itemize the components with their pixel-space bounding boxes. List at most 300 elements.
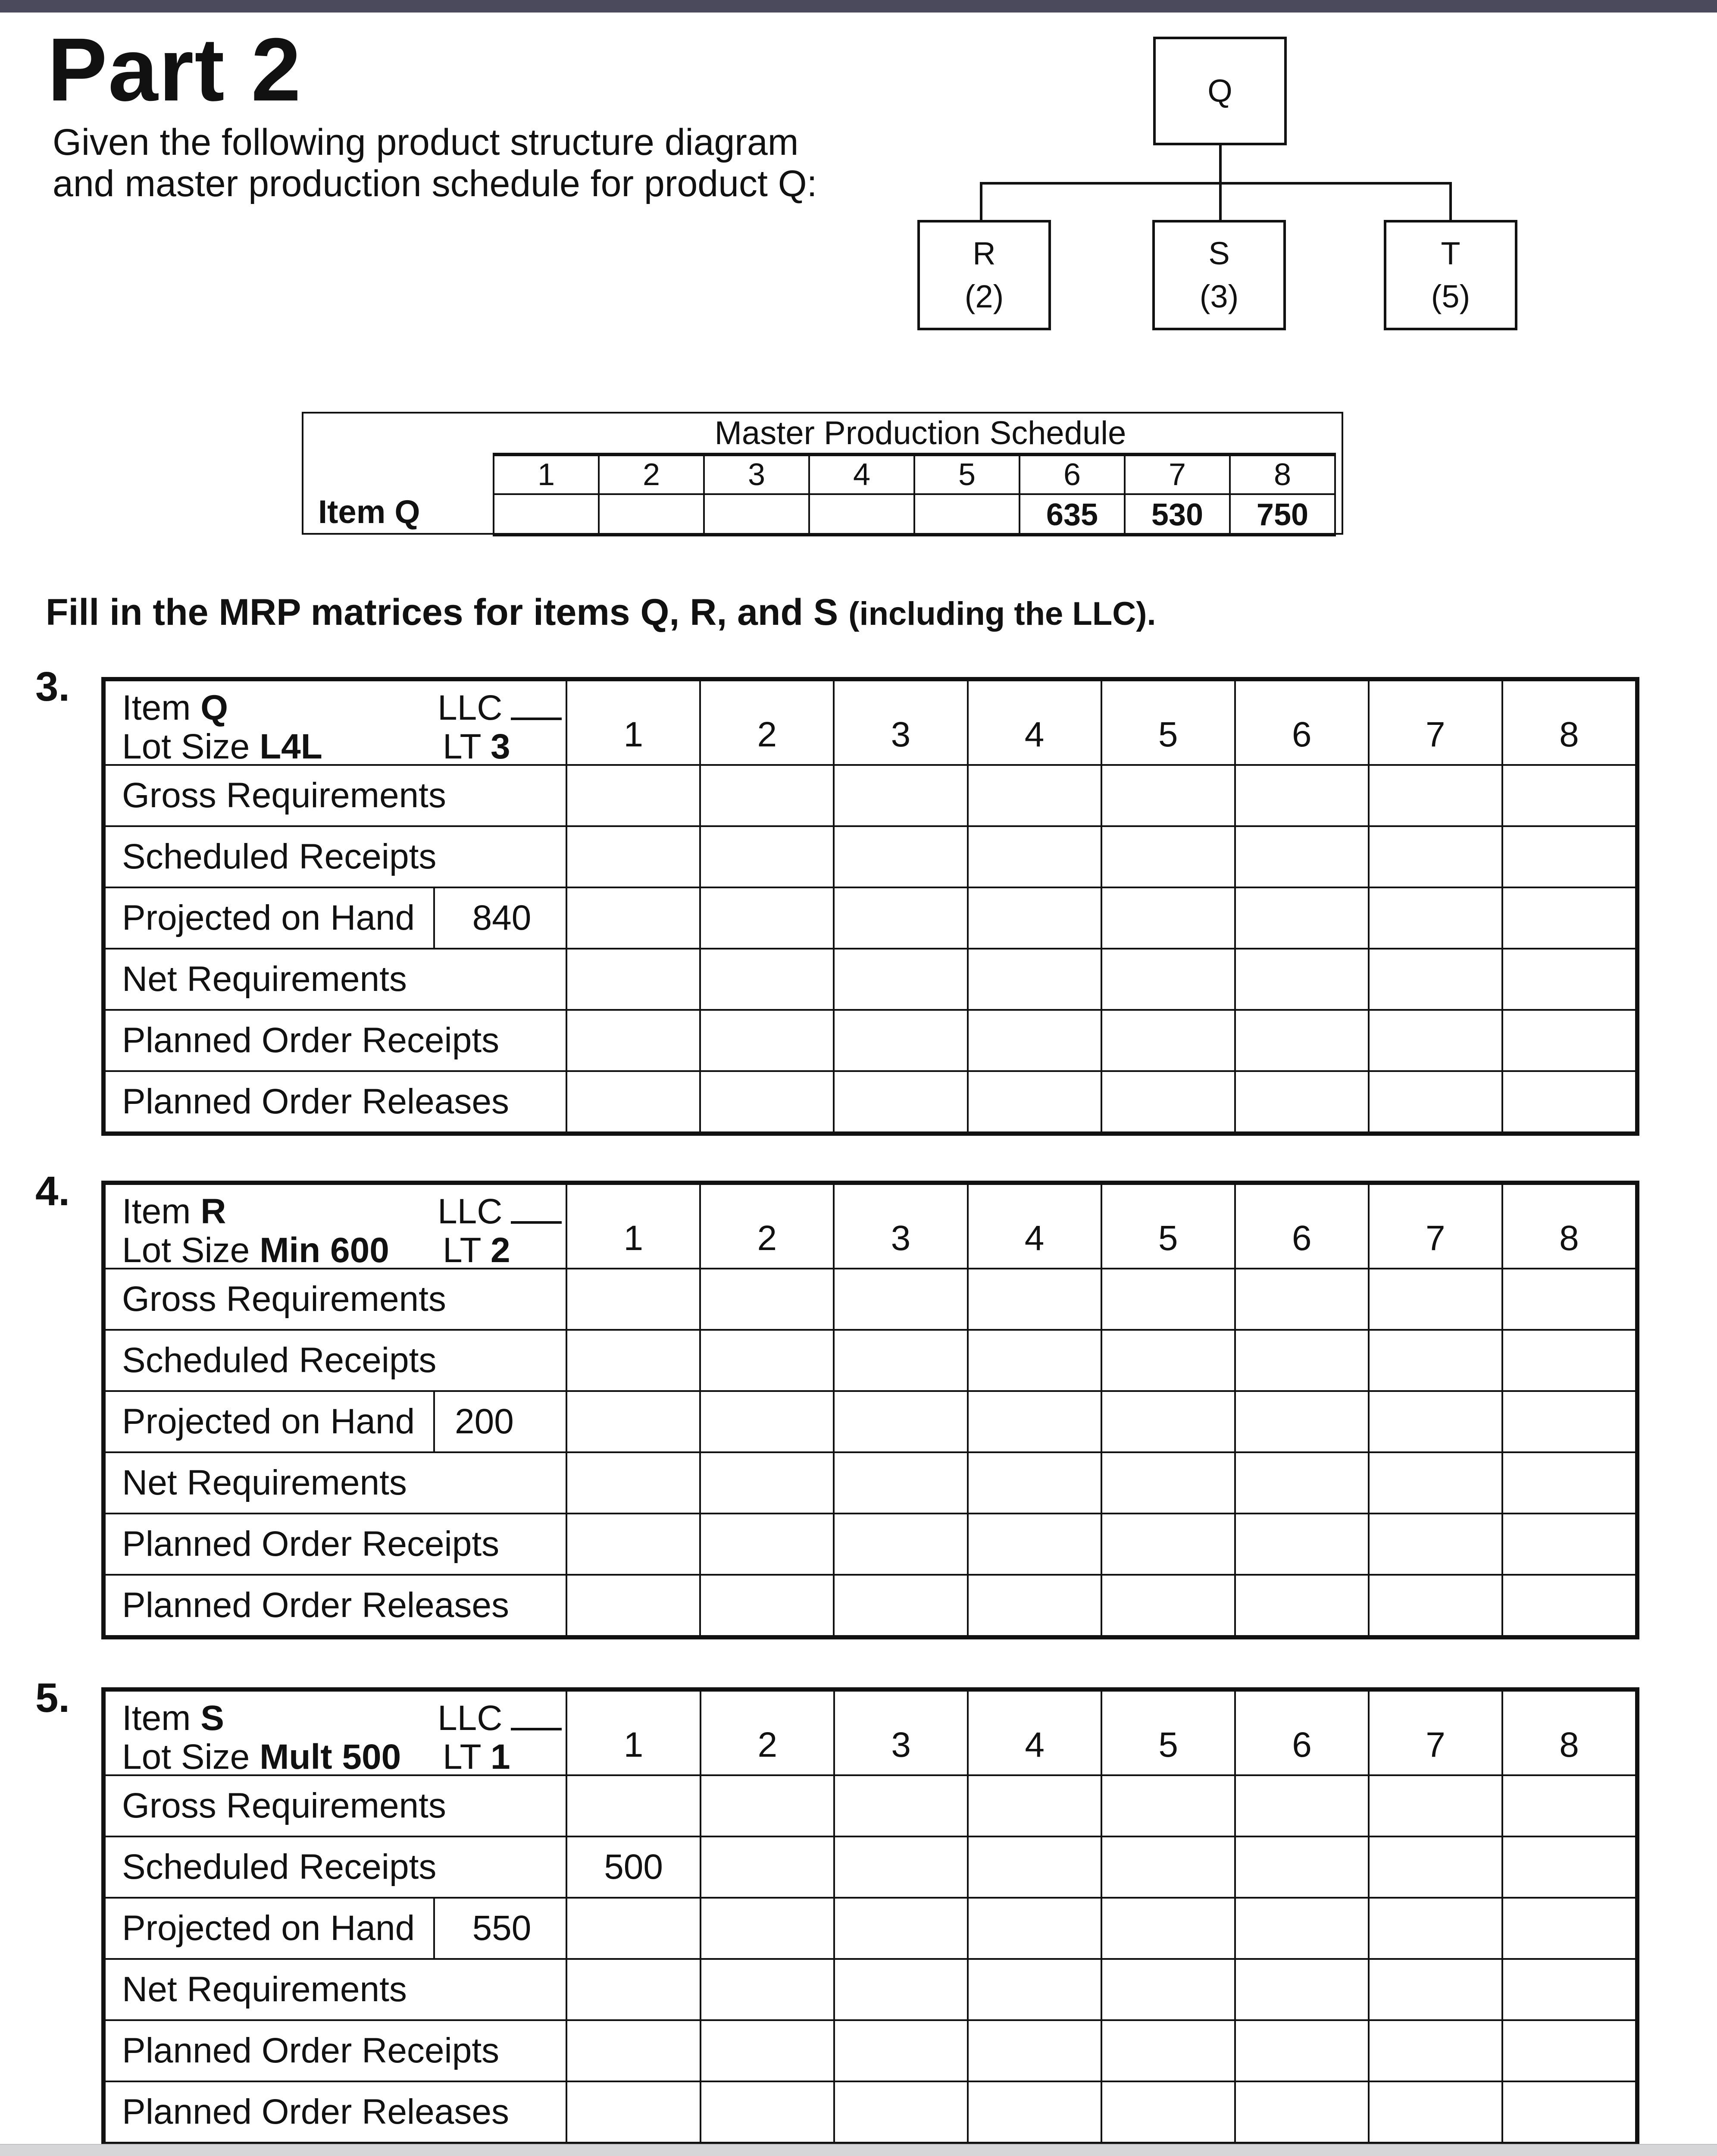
matrix-cell[interactable]	[834, 949, 967, 1010]
matrix-cell[interactable]	[1369, 1071, 1502, 1134]
matrix-cell[interactable]	[1369, 1836, 1502, 1898]
matrix-cell[interactable]	[566, 2020, 701, 2081]
matrix-cell[interactable]	[700, 887, 834, 949]
period-header: 5	[1101, 1183, 1235, 1269]
matrix-cell[interactable]	[834, 1330, 967, 1391]
item-name: Q	[200, 688, 228, 727]
mps-value	[914, 494, 1020, 536]
matrix-cell[interactable]	[1235, 1775, 1369, 1836]
mps-value: 635	[1020, 494, 1125, 536]
matrix-cell[interactable]	[1502, 1575, 1637, 1637]
item-label: Item	[122, 1698, 191, 1738]
matrix-cell[interactable]	[1369, 1391, 1502, 1452]
diagram-node-s	[1152, 220, 1286, 330]
matrix-cell[interactable]	[1369, 1452, 1502, 1514]
period-header: 8	[1502, 1183, 1637, 1269]
row-label: Planned Order Receipts	[103, 1514, 566, 1575]
matrix-cell[interactable]	[834, 1010, 967, 1071]
matrix-cell[interactable]	[1101, 2081, 1235, 2144]
mps-period: 1	[494, 454, 599, 494]
period-header: 1	[566, 1183, 700, 1269]
mrp-header-row	[103, 1183, 1637, 1269]
mrp-row-net	[103, 1959, 1637, 2020]
matrix-cell[interactable]	[968, 1959, 1101, 2020]
instruction-note: (including the LLC).	[848, 595, 1156, 632]
matrix-cell[interactable]	[968, 765, 1101, 826]
matrix-cell[interactable]	[566, 1010, 700, 1071]
matrix-cell[interactable]	[1235, 949, 1369, 1010]
matrix-cell[interactable]	[700, 949, 834, 1010]
matrix-cell[interactable]	[1235, 826, 1369, 887]
matrix-cell[interactable]	[968, 1514, 1101, 1575]
matrix-cell[interactable]	[1369, 1514, 1502, 1575]
lot-size-line	[122, 1230, 389, 1271]
lead-time-line	[443, 726, 510, 768]
row-label: Projected on Hand	[122, 1402, 415, 1441]
matrix-cell[interactable]	[1502, 1071, 1637, 1134]
matrix-cell[interactable]	[1502, 2020, 1637, 2081]
matrix-cell[interactable]	[566, 1514, 700, 1575]
mrp-row-gross	[103, 765, 1637, 826]
period-header: 2	[700, 679, 834, 765]
mrp-row-projected	[103, 1391, 1637, 1452]
matrix-cell[interactable]	[566, 1959, 701, 2020]
matrix-cell[interactable]	[1101, 2020, 1235, 2081]
period-header: 7	[1369, 1689, 1502, 1775]
row-label: Planned Order Receipts	[103, 2020, 566, 2081]
matrix-cell[interactable]	[1101, 1959, 1235, 2020]
matrix-cell[interactable]	[1502, 1775, 1637, 1836]
mrp-row-receipts	[103, 1514, 1637, 1575]
row-label: Net Requirements	[103, 949, 566, 1010]
row-label: Net Requirements	[103, 1452, 566, 1514]
matrix-cell[interactable]	[1502, 1452, 1637, 1514]
row-label-cell	[103, 1391, 566, 1452]
mrp-row-projected	[103, 887, 1637, 949]
llc-blank[interactable]	[511, 1221, 562, 1224]
page-title: Part 2	[47, 20, 302, 120]
llc-label: LLC	[438, 1192, 503, 1231]
row-label: Planned Order Receipts	[103, 1010, 566, 1071]
matrix-cell[interactable]	[1235, 1330, 1369, 1391]
lot-size-label: Lot Size	[122, 1737, 250, 1777]
row-label: Net Requirements	[103, 1959, 566, 2020]
diagram-connector	[1219, 145, 1222, 184]
lt-value: 3	[490, 727, 510, 766]
matrix-cell[interactable]	[968, 1010, 1101, 1071]
matrix-cell[interactable]	[1369, 2020, 1502, 2081]
mps-title: Master Production Schedule	[714, 415, 1126, 451]
row-label: Gross Requirements	[103, 765, 566, 826]
matrix-cell[interactable]	[566, 1452, 700, 1514]
matrix-cell[interactable]	[700, 826, 834, 887]
matrix-cell[interactable]	[1235, 1452, 1369, 1514]
mrp-row-releases	[103, 1575, 1637, 1637]
matrix-cell[interactable]	[1235, 1575, 1369, 1637]
period-header: 2	[700, 1183, 834, 1269]
matrix-cell[interactable]	[1101, 1514, 1235, 1575]
matrix-cell[interactable]	[968, 1452, 1101, 1514]
item-label: Item	[122, 1192, 191, 1231]
matrix-cell[interactable]	[1235, 887, 1369, 949]
matrix-cell[interactable]	[834, 1898, 968, 1959]
matrix-cell[interactable]	[1101, 1575, 1235, 1637]
period-header: 5	[1101, 679, 1235, 765]
node-quantity: (2)	[964, 279, 1004, 314]
matrix-cell[interactable]	[1369, 2081, 1502, 2144]
item-name: R	[200, 1192, 226, 1231]
matrix-cell[interactable]	[834, 1514, 967, 1575]
diagram-node-r	[917, 220, 1051, 330]
lead-time-line	[443, 1736, 510, 1778]
mps-period: 8	[1230, 454, 1335, 494]
diagram-connector	[980, 182, 1451, 185]
period-header: 8	[1502, 679, 1637, 765]
matrix-cell[interactable]	[1235, 1269, 1369, 1330]
on-hand-value: 550	[472, 1908, 532, 1948]
diagram-connector	[1449, 182, 1452, 222]
matrix-cell[interactable]	[1235, 2020, 1369, 2081]
matrix-cell[interactable]	[1502, 2081, 1637, 2144]
matrix-cell[interactable]	[968, 2020, 1101, 2081]
mrp-header-cell	[103, 1183, 566, 1269]
matrix-cell[interactable]	[700, 1010, 834, 1071]
matrix-cell[interactable]	[968, 1575, 1101, 1637]
matrix-cell[interactable]	[701, 1898, 834, 1959]
matrix-cell[interactable]	[1369, 887, 1502, 949]
matrix-cell[interactable]	[1235, 1010, 1369, 1071]
matrix-cell[interactable]	[700, 1071, 834, 1134]
matrix-cell[interactable]	[1235, 1959, 1369, 2020]
matrix-cell[interactable]	[566, 1330, 700, 1391]
lt-label: LT	[443, 727, 481, 766]
lot-size-label: Lot Size	[122, 1231, 250, 1270]
matrix-cell[interactable]	[968, 1775, 1101, 1836]
matrix-cell[interactable]	[566, 1775, 701, 1836]
matrix-cell[interactable]	[1235, 1071, 1369, 1134]
matrix-cell[interactable]	[1502, 1959, 1637, 2020]
matrix-cell[interactable]	[1101, 1836, 1235, 1898]
lot-size-label: Lot Size	[122, 727, 250, 766]
lt-label: LT	[443, 1737, 481, 1777]
matrix-cell[interactable]	[1101, 1330, 1235, 1391]
row-label: Planned Order Releases	[103, 1071, 566, 1134]
row-label: Projected on Hand	[122, 1908, 415, 1948]
llc-label: LLC	[438, 688, 503, 727]
diagram-connector	[1219, 182, 1222, 222]
matrix-cell[interactable]	[1369, 1775, 1502, 1836]
matrix-cell[interactable]	[834, 1071, 967, 1134]
matrix-cell[interactable]	[1101, 826, 1235, 887]
matrix-cell[interactable]	[1235, 1391, 1369, 1452]
matrix-cell[interactable]	[1235, 1514, 1369, 1575]
matrix-cell[interactable]	[700, 1269, 834, 1330]
row-label-cell	[103, 1898, 566, 1959]
matrix-cell[interactable]	[1101, 887, 1235, 949]
matrix-cell[interactable]	[968, 1071, 1101, 1134]
matrix-cell[interactable]	[968, 949, 1101, 1010]
matrix-cell[interactable]	[1235, 2081, 1369, 2144]
mps-period-row	[494, 454, 1335, 494]
matrix-cell[interactable]	[1235, 765, 1369, 826]
mps-value	[809, 494, 914, 536]
matrix-cell[interactable]	[700, 765, 834, 826]
matrix-cell[interactable]	[1502, 949, 1637, 1010]
matrix-cell[interactable]	[1502, 1391, 1637, 1452]
item-line	[122, 1698, 224, 1739]
matrix-cell[interactable]	[566, 1391, 700, 1452]
lot-size-value: Mult 500	[260, 1737, 401, 1777]
matrix-cell[interactable]	[701, 1836, 834, 1898]
period-header: 6	[1235, 679, 1369, 765]
matrix-cell[interactable]	[968, 1391, 1101, 1452]
matrix-cell[interactable]	[566, 1898, 701, 1959]
period-header: 5	[1101, 1689, 1235, 1775]
matrix-cell[interactable]	[701, 2081, 834, 2144]
matrix-cell[interactable]	[834, 1836, 968, 1898]
mrp-row-gross	[103, 1269, 1637, 1330]
matrix-cell[interactable]	[1502, 765, 1637, 826]
matrix-cell[interactable]	[1502, 1836, 1637, 1898]
question-number: 4.	[35, 1168, 70, 1214]
diagram-connector	[980, 182, 982, 222]
node-label: Q	[1207, 73, 1232, 109]
llc-blank[interactable]	[511, 718, 562, 720]
matrix-cell[interactable]	[1369, 1575, 1502, 1637]
matrix-cell[interactable]	[1369, 1330, 1502, 1391]
mrp-header-cell	[103, 679, 566, 765]
matrix-cell[interactable]	[834, 887, 967, 949]
mps-value	[494, 494, 599, 536]
matrix-cell[interactable]	[566, 2081, 701, 2144]
matrix-cell[interactable]	[700, 1514, 834, 1575]
period-header: 8	[1502, 1689, 1637, 1775]
matrix-cell[interactable]	[1101, 1010, 1235, 1071]
matrix-cell[interactable]	[1101, 1269, 1235, 1330]
on-hand-value: 840	[472, 898, 532, 937]
node-quantity: (3)	[1199, 279, 1239, 314]
matrix-cell[interactable]	[1101, 1071, 1235, 1134]
period-header: 2	[701, 1689, 834, 1775]
matrix-cell[interactable]	[1101, 1452, 1235, 1514]
matrix-cell[interactable]	[1502, 1330, 1637, 1391]
matrix-cell[interactable]	[834, 2020, 968, 2081]
lot-size-line	[122, 1736, 401, 1778]
matrix-cell[interactable]	[566, 1269, 700, 1330]
matrix-cell[interactable]	[700, 1575, 834, 1637]
matrix-cell[interactable]	[834, 1959, 968, 2020]
matrix-cell[interactable]	[1101, 1775, 1235, 1836]
matrix-cell[interactable]	[566, 765, 700, 826]
matrix-cell[interactable]	[700, 1391, 834, 1452]
window-bottom-bar	[0, 2144, 1717, 2156]
mrp-row-gross	[103, 1775, 1637, 1836]
mrp-row-projected	[103, 1898, 1637, 1959]
mrp-row-receipts	[103, 2020, 1637, 2081]
matrix-cell[interactable]	[1502, 1269, 1637, 1330]
mrp-header-cell	[103, 1689, 566, 1775]
matrix-cell[interactable]	[834, 2081, 968, 2144]
matrix-cell[interactable]	[1235, 1836, 1369, 1898]
lot-size-value: Min 600	[260, 1231, 389, 1270]
question-number: 3.	[35, 664, 70, 710]
matrix-cell[interactable]	[1502, 887, 1637, 949]
matrix-cell[interactable]: 500	[566, 1836, 701, 1898]
matrix-cell[interactable]	[834, 1452, 967, 1514]
lot-size-value: L4L	[260, 727, 322, 766]
matrix-cell[interactable]	[1502, 826, 1637, 887]
mps-period: 5	[914, 454, 1020, 494]
intro-line-2: and master production schedule for product Q:	[53, 163, 817, 204]
matrix-cell[interactable]	[566, 1575, 700, 1637]
matrix-cell[interactable]	[1101, 1391, 1235, 1452]
matrix-cell[interactable]	[701, 1959, 834, 2020]
row-label: Gross Requirements	[103, 1269, 566, 1330]
diagram-node-t	[1384, 220, 1517, 330]
node-label: S	[1208, 235, 1230, 271]
llc-label: LLC	[438, 1698, 503, 1738]
item-label: Item	[122, 688, 191, 727]
matrix-cell[interactable]	[834, 765, 967, 826]
matrix-cell[interactable]	[1235, 1898, 1369, 1959]
row-label: Scheduled Receipts	[103, 1330, 566, 1391]
node-quantity: (5)	[1431, 279, 1470, 314]
mrp-row-scheduled	[103, 1836, 1637, 1898]
matrix-cell[interactable]	[968, 1269, 1101, 1330]
matrix-cell[interactable]	[968, 1836, 1101, 1898]
matrix-cell[interactable]	[968, 2081, 1101, 2144]
matrix-cell[interactable]	[1502, 1010, 1637, 1071]
mrp-matrix-q	[101, 677, 1639, 1136]
row-label: Scheduled Receipts	[103, 826, 566, 887]
matrix-cell[interactable]	[566, 887, 700, 949]
mps-value: 530	[1125, 494, 1230, 536]
row-label: Gross Requirements	[103, 1775, 566, 1836]
lt-label: LT	[443, 1231, 481, 1270]
lt-value: 1	[490, 1737, 510, 1777]
mps-item-label: Item Q	[318, 494, 420, 530]
matrix-cell[interactable]	[566, 949, 700, 1010]
period-header: 3	[834, 679, 967, 765]
question-number: 5.	[35, 1675, 70, 1721]
matrix-cell[interactable]	[968, 826, 1101, 887]
matrix-cell[interactable]	[1502, 1514, 1637, 1575]
matrix-cell[interactable]	[1101, 765, 1235, 826]
node-label: T	[1441, 235, 1461, 271]
period-header: 7	[1369, 679, 1502, 765]
mrp-matrix-s	[101, 1687, 1639, 2144]
matrix-cell[interactable]	[700, 1330, 834, 1391]
mps-period: 2	[599, 454, 704, 494]
matrix-cell[interactable]	[834, 1575, 967, 1637]
period-header: 4	[968, 1689, 1101, 1775]
matrix-cell[interactable]	[700, 1452, 834, 1514]
node-label: R	[973, 235, 996, 271]
llc-blank[interactable]	[511, 1728, 562, 1730]
mrp-row-releases	[103, 1071, 1637, 1134]
matrix-cell[interactable]	[834, 826, 967, 887]
matrix-cell[interactable]	[1369, 1010, 1502, 1071]
mrp-row-releases	[103, 2081, 1637, 2144]
mps-grid	[493, 453, 1336, 536]
mps-period: 7	[1125, 454, 1230, 494]
period-header: 1	[566, 679, 700, 765]
mps-period: 4	[809, 454, 914, 494]
period-header: 4	[968, 1183, 1101, 1269]
item-line	[122, 687, 228, 729]
item-name: S	[200, 1698, 224, 1738]
diagram-node-q	[1153, 37, 1287, 145]
period-header: 6	[1235, 1183, 1369, 1269]
item-line	[122, 1191, 226, 1232]
matrix-cell[interactable]	[834, 1269, 967, 1330]
mrp-header-row	[103, 679, 1637, 765]
lead-time-line	[443, 1230, 510, 1271]
period-header: 3	[834, 1689, 968, 1775]
mrp-header-row	[103, 1689, 1637, 1775]
intro-text	[53, 122, 817, 204]
period-header: 6	[1235, 1689, 1369, 1775]
matrix-cell[interactable]	[834, 1391, 967, 1452]
intro-line-1: Given the following product structure diagram	[53, 122, 799, 163]
matrix-cell[interactable]	[1369, 765, 1502, 826]
row-label: Scheduled Receipts	[103, 1836, 566, 1898]
mps-period: 3	[704, 454, 809, 494]
period-header: 1	[566, 1689, 701, 1775]
matrix-cell[interactable]	[1369, 1959, 1502, 2020]
mrp-row-net	[103, 949, 1637, 1010]
matrix-cell[interactable]	[1101, 949, 1235, 1010]
on-hand-value: 200	[455, 1402, 514, 1441]
matrix-cell[interactable]	[968, 887, 1101, 949]
instruction-main: Fill in the MRP matrices for items Q, R, and S	[46, 592, 838, 633]
instructions	[46, 589, 1156, 638]
mps-value-row	[494, 494, 1335, 536]
mps-value	[599, 494, 704, 536]
matrix-cell[interactable]	[1502, 1898, 1637, 1959]
mrp-row-scheduled	[103, 826, 1637, 887]
row-label: Planned Order Releases	[103, 1575, 566, 1637]
period-header: 3	[834, 1183, 967, 1269]
mps-value: 750	[1230, 494, 1335, 536]
row-label-cell	[103, 887, 566, 949]
mrp-row-receipts	[103, 1010, 1637, 1071]
matrix-cell[interactable]	[1101, 1898, 1235, 1959]
period-header: 7	[1369, 1183, 1502, 1269]
matrix-cell[interactable]	[968, 1330, 1101, 1391]
mps-period: 6	[1020, 454, 1125, 494]
matrix-cell[interactable]	[566, 826, 700, 887]
period-header: 4	[968, 679, 1101, 765]
matrix-cell[interactable]	[701, 2020, 834, 2081]
row-label: Planned Order Releases	[103, 2081, 566, 2144]
row-label: Projected on Hand	[122, 898, 415, 937]
matrix-cell[interactable]	[1369, 826, 1502, 887]
matrix-cell[interactable]	[968, 1898, 1101, 1959]
matrix-cell[interactable]	[1369, 1269, 1502, 1330]
lot-size-line	[122, 726, 322, 768]
mps-value	[704, 494, 809, 536]
mrp-matrix-r	[101, 1181, 1639, 1639]
matrix-cell[interactable]	[1369, 1898, 1502, 1959]
mrp-row-net	[103, 1452, 1637, 1514]
matrix-cell[interactable]	[834, 1775, 968, 1836]
mrp-row-scheduled	[103, 1330, 1637, 1391]
lt-value: 2	[490, 1231, 510, 1270]
matrix-cell[interactable]	[566, 1071, 700, 1134]
matrix-cell[interactable]	[1369, 949, 1502, 1010]
matrix-cell[interactable]	[701, 1775, 834, 1836]
